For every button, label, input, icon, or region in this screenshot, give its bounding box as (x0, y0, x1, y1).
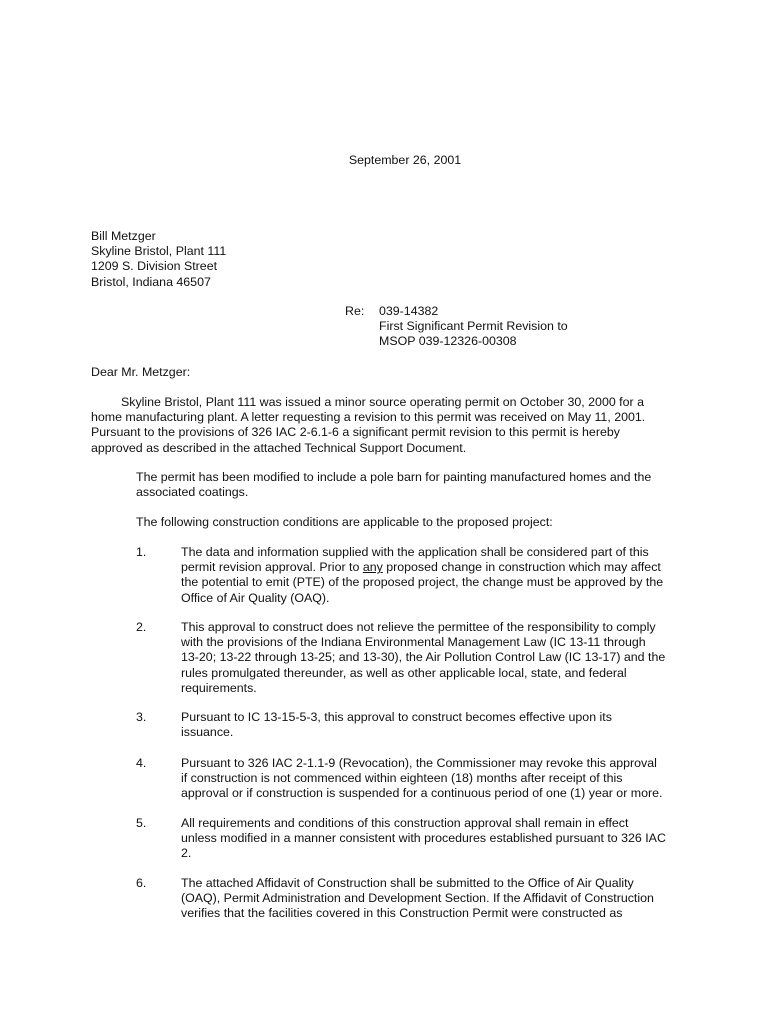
condition-line: approval or if construction is suspended for a continuous period of one (1) year or more. (181, 786, 663, 801)
condition-item-5 (136, 816, 666, 862)
underlined-word: any (362, 560, 383, 575)
condition-item-6 (136, 876, 654, 922)
condition-number: 5. (136, 816, 147, 830)
salutation: Dear Mr. Metzger: (91, 365, 191, 379)
conditions-intro-line: The following construction conditions are applicable to the proposed project: (136, 515, 553, 529)
condition-number: 6. (136, 876, 147, 890)
condition-number: 1. (136, 545, 147, 559)
condition-line: 13-20; 13-22 through 13-25; and 13-30), the Air Pollution Control Law (IC 13-17) and the (181, 650, 666, 665)
condition-line: All requirements and conditions of this construction approval shall remain in effect (181, 816, 629, 830)
recipient-address (91, 229, 226, 290)
condition-line: The attached Affidavit of Construction shall be submitted to the Office of Air Quality (181, 876, 634, 890)
condition-line: rules promulgated thereunder, as well as other applicable local, state, and federal (181, 665, 627, 680)
condition-line: if construction is not commenced within eighteen (18) months after receipt of this (181, 771, 623, 786)
condition-item-4 (136, 756, 662, 802)
condition-line (181, 560, 663, 575)
condition-line: the potential to emit (PTE) of the proposed project, the change must be approved by the (181, 575, 664, 590)
recipient-company: Skyline Bristol, Plant 111 (91, 244, 227, 259)
recipient-name: Bill Metzger (91, 229, 156, 243)
condition-text (181, 545, 663, 606)
condition-text (181, 710, 612, 740)
condition-line: requirements. (181, 680, 257, 695)
condition-line: Pursuant to IC 13-15-5-3, this approval to construct becomes effective upon its (181, 710, 612, 724)
condition-line: verifies that the facilities covered in this Construction Permit were constructed as (181, 906, 623, 921)
reference-line: MSOP 039-12326-00308 (379, 334, 517, 349)
condition-number: 2. (136, 620, 147, 634)
condition-text (181, 756, 662, 802)
conditions-intro (136, 515, 696, 530)
condition-item-2 (136, 620, 665, 696)
modification-line: The permit has been modified to include a pole barn for painting manufactured homes and the (136, 470, 652, 484)
condition-line-part: permit revision approval. Prior to (181, 560, 363, 575)
condition-text (181, 620, 665, 696)
intro-line: Skyline Bristol, Plant 111 was issued a minor source operating permit on October 30, 2000 for a (121, 395, 644, 409)
reference-label: Re: (345, 304, 365, 318)
condition-item-3 (136, 710, 612, 740)
intro-line: home manufacturing plant. A letter requesting a revision to this permit was received on May 11, 2001. (91, 410, 646, 425)
reference-block (345, 304, 568, 350)
condition-text (181, 876, 654, 922)
reference-line: First Significant Permit Revision to (379, 319, 568, 334)
condition-line: This approval to construct does not relieve the permittee of the responsibility to comply (181, 620, 656, 634)
condition-line: Pursuant to 326 IAC 2-1.1-9 (Revocation), the Commissioner may revoke this approval (181, 756, 657, 770)
condition-line: unless modified in a manner consistent with procedures established pursuant to 326 IAC (181, 831, 666, 846)
recipient-city: Bristol, Indiana 46507 (91, 274, 211, 289)
condition-item-1 (136, 545, 663, 606)
condition-line: The data and information supplied with the application shall be considered part of this (181, 545, 649, 559)
condition-number: 4. (136, 756, 147, 770)
condition-line: 2. (181, 846, 192, 861)
intro-line: approved as described in the attached Technical Support Document. (91, 440, 467, 455)
condition-line: Office of Air Quality (OAQ). (181, 590, 330, 605)
condition-number: 3. (136, 710, 147, 724)
modification-paragraph (136, 470, 696, 500)
reference-line: 039-14382 (379, 304, 439, 318)
condition-line: with the provisions of the Indiana Environmental Management Law (IC 13-11 through (181, 635, 646, 650)
intro-paragraph (91, 395, 691, 456)
recipient-street: 1209 S. Division Street (91, 259, 218, 274)
condition-line: issuance. (181, 725, 234, 740)
reference-lines (379, 304, 568, 350)
intro-line: Pursuant to the provisions of 326 IAC 2-6.1-6 a significant permit revision to this permit is hereby (91, 425, 620, 440)
condition-text (181, 816, 666, 862)
letter-date: September 26, 2001 (348, 153, 462, 167)
modification-line: associated coatings. (136, 485, 249, 500)
condition-line: (OAQ), Permit Administration and Development Section. If the Affidavit of Construction (181, 891, 654, 906)
condition-line-part: proposed change in construction which may affect (382, 560, 661, 575)
